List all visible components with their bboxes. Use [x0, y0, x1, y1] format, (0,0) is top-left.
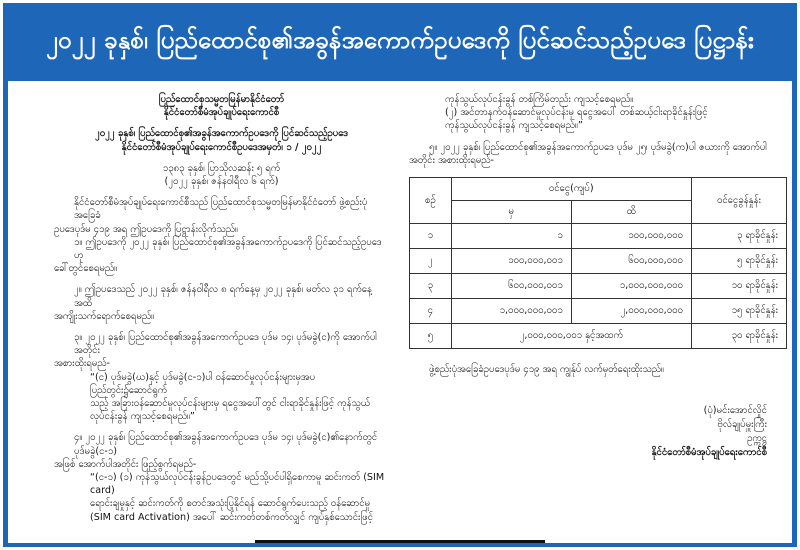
tax-rate-table — [409, 177, 787, 349]
section-3: ၃။ ၂၀၂၂ ခုနှစ်၊ ပြည်ထောင်စု၏အခွန်အကောက်ဥပဒေ ပုဒ်မ ၁၄၊ ပုဒ်မခွဲ(င)ကို အောက်ပါအတိုင်း — [74, 332, 377, 357]
section-3-clause: သည့် အခြားဝန်ဆောင်မှုလုပ်ငန်းများမှ ရငွေအပေါ်တွင် ငါးရာခိုင်နှုန်းဖြင့် ကုန်သွယ် — [90, 398, 371, 410]
clause-cont: ကုန်သွယ်လုပ်ငန်းခွန် တစ်ကြိမ်တည်း ကျသင့်စေရမည်။ — [445, 94, 634, 105]
table-row — [410, 249, 787, 274]
section-4-clause: ရောင်းချမှုနှင့် ဆင်းကတ်ကို စတင်အသုံးပြုနိုင်ရန် ဆောင်ရွက်ပေးသည့် ဝန်ဆောင်မှု — [90, 498, 370, 510]
clause-2-cont: ကုန်သွယ်လုပ်ငန်းခွန် ကျသင့်စေရမည်။” — [445, 120, 583, 132]
cell-from: ၆၀၀,၀၀၀,၀၀၁ — [451, 274, 571, 299]
law-date-myanmar: ၁၃၈၃ ခုနှစ်၊ ပြာသိုလဆန်း ၅ ရက် — [162, 162, 281, 174]
left-column — [54, 93, 389, 524]
col-from-header: မှ — [451, 201, 571, 224]
headline-banner — [3, 3, 797, 81]
cell-rate: ၁၀ ရာခိုင်နှုန်း — [691, 274, 786, 299]
cell-no: ၁ — [410, 224, 452, 249]
preamble-line: နိုင်ငံတော်စီမံအုပ်ချုပ်ရေးကောင်စီသည် ပြည်ထောင်စုသမ္မတမြန်မာနိုင်ငံတော် ဖွဲ့စည်းပုံအခြေခံ — [74, 197, 368, 222]
section-1-cont: ခေါ်တွင်စေရမည်။ — [54, 263, 117, 275]
clause-2: (၂) အင်တာနက်ဝန်ဆောင်မှုလုပ်ငန်းမှ ရငွေအပေါ် တစ်ဆယ့်ငါးရာခိုင်နှုန်းဖြင့် — [445, 107, 708, 119]
cell-to: ၁၀၀,၀၀၀,၀၀၀ — [571, 224, 691, 249]
signing-statement: ဖွဲ့စည်းပုံအခြေခံဥပဒေပုဒ်မ ၄၁၉ အရ ကျွန်ုပ် လက်မှတ်ရေးထိုးသည်။ — [429, 364, 664, 376]
section-1: ၁။ ဤဥပဒေကို ၂၀၂၂ ခုနှစ်၊ ပြည်ထောင်စု၏အခွန်အကောက်ဥပဒေကို ပြင်ဆင်သည့်ဥပဒေဟု — [74, 236, 382, 262]
signer-council: နိုင်ငံတော်စီမံအုပ်ချုပ်ရေးကောင်စီ — [651, 447, 767, 459]
law-number: နိုင်ငံတော်စီမံအုပ်ချုပ်ရေးကောင်စီဥပဒေအမှတ်၊ ၁ / ၂၀၂၂ — [121, 141, 322, 153]
signer-title: ဥက္ကဋ္ဌ — [747, 433, 767, 445]
cell-no: ၂ — [410, 249, 452, 274]
cell-range: ၂,၀၀၀,၀၀၀,၀၀၁ နှင့်အထက် — [451, 324, 691, 349]
cell-to: ၆၀၀,၀၀၀,၀၀၀ — [571, 249, 691, 274]
headline: ၂၀၂၂ ခုနှစ်၊ ပြည်ထောင်စု၏အခွန်အကောက်ဥပဒေကို ပြင်ဆင်သည့်ဥပဒေ ပြဋ္ဌာန်း — [45, 26, 755, 54]
table-row — [410, 274, 787, 299]
section-2: ၂။ ဤဥပဒေသည် ၂၀၂၂ ခုနှစ်၊ ဇန်နဝါရီလ ၈ ရက်နေ့မှ ၂၀၂၂ ခုနှစ်၊ မတ်လ ၃၁ ရက်နေ့အထိ — [74, 284, 372, 309]
divider — [255, 540, 545, 543]
article-body — [8, 81, 792, 543]
table-row — [410, 224, 787, 249]
law-date-gregorian: (၂၀၂၂ ခုနှစ်၊ ဇန်နဝါရီလ ၆ ရက်) — [164, 176, 279, 188]
cell-to: ၂,၀၀၀,၀၀၀,၀၀၀ — [571, 299, 691, 324]
cell-rate: ၅ ရာခိုင်နှုန်း — [691, 249, 786, 274]
cell-no: ၃ — [410, 274, 452, 299]
section-3-cont: အစားထိုးရမည်- — [54, 358, 111, 370]
cell-no: ၄ — [410, 299, 452, 324]
col-rate-header: ဝင်ငွေခွန်နှုန်း — [691, 178, 786, 224]
preamble-line: ဥပဒေပုဒ်မ ၄၁၉ အရ ဤဥပဒေကို ပြဋ္ဌာန်းလိုက်သည်။ — [54, 223, 238, 235]
right-column — [409, 93, 787, 460]
section-3-clause: “(င) ပုဒ်မခွဲ(ဃ)နှင့် ပုဒ်မခွဲ(င-၁)ပါ ဝန်ဆောင်မှုလုပ်ငန်းများမှအပ ပြည်တွင်း၌ဆောင်ရွက် — [90, 371, 316, 396]
section-5: ၅။ ၂၀၂၂ ခုနှစ်၊ ပြည်ထောင်စု၏အခွန်အကောက်ဥပဒေ ပုဒ်မ ၂၅၊ ပုဒ်မခွဲ(က)ပါ ဇယားကို အောက်ပါ — [429, 141, 767, 153]
col-to-header: ထိ — [571, 201, 691, 224]
col-income-header: ဝင်ငွေ(ကျပ်) — [451, 178, 691, 201]
government-name: ပြည်ထောင်စုသမ္မတမြန်မာနိုင်ငံတော် — [158, 94, 285, 105]
cell-from: ၁၀၀,၀၀၀,၀၀၁ — [451, 249, 571, 274]
signer-name: (ပုံ)မင်းအောင်လှိုင် — [703, 405, 767, 417]
section-4-clause: “(င-၁) (၁) ကုန်သွယ်လုပ်ငန်းခွန်ဥပဒေတွင် မည်သို့ပင်ပါရှိစေကာမူ ဆင်းကတ် (SIM card) — [90, 472, 385, 497]
section-4-clause: (SIM card Activation) အပေါ် ဆင်းကတ်တစ်ကတ်လျှင် ကျပ်နှစ်သောင်းဖြင့် — [90, 511, 373, 523]
cell-from: ၁,၀၀၀,၀၀၀,၀၀၁ — [451, 299, 571, 324]
section-3-clause: လုပ်ငန်းခွန် ကျသင့်စေရမည်။” — [90, 411, 195, 423]
cell-no: ၅ — [410, 324, 452, 349]
cell-to: ၁,၀၀၀,၀၀၀,၀၀၀ — [571, 274, 691, 299]
cell-rate: ၁၅ ရာခိုင်နှုန်း — [691, 299, 786, 324]
council-name: နိုင်ငံတော်စီမံအုပ်ချုပ်ရေးကောင်စီ — [163, 107, 280, 119]
signer-rank: ဗိုလ်ချုပ်မှူးကြီး — [717, 419, 767, 431]
cell-rate: ၃၀ ရာခိုင်နှုန်း — [691, 324, 786, 349]
section-4: ၄။ ၂၀၂၂ ခုနှစ်၊ ပြည်ထောင်စု၏အခွန်အကောက်ဥပဒေ ပုဒ်မ ၁၄၊ ပုဒ်မခွဲ(င)၏နောက်တွင် ပုဒ်မခွဲ(င-၁) — [74, 432, 378, 457]
signature-block — [409, 404, 787, 460]
cell-from: ၁ — [451, 224, 571, 249]
section-4-cont: အဖြစ် အောက်ပါအတိုင်း ဖြည့်စွက်ရမည်- — [54, 458, 197, 470]
cell-rate: ၃ ရာခိုင်နှုန်း — [691, 224, 786, 249]
law-title: ၂၀၂၂ ခုနှစ်၊ ပြည်ထောင်စု၏အခွန်အကောက်ဥပဒေကို ပြင်ဆင်သည့်ဥပဒေ — [95, 128, 348, 140]
table-row — [410, 299, 787, 324]
section-5-cont: အတိုင်း အစားထိုးရမည်- — [409, 154, 494, 166]
article-frame — [3, 3, 797, 547]
section-2-cont: အကျိုးသက်ရောက်စေရမည်။ — [54, 310, 155, 322]
table-row — [410, 324, 787, 349]
col-no-header: စဉ် — [410, 178, 452, 224]
